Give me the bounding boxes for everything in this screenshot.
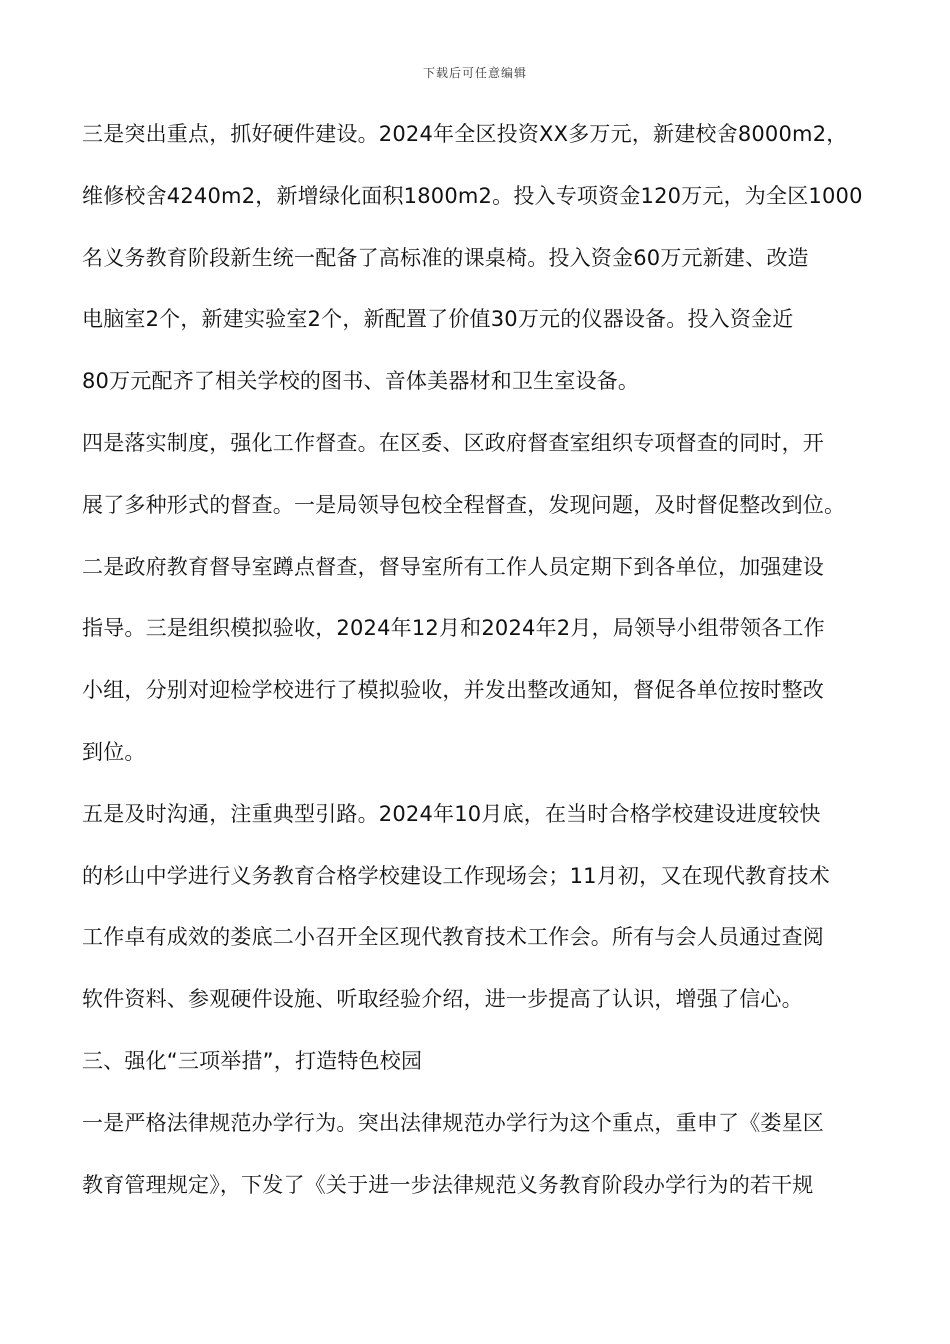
document-body: [82, 119, 882, 1231]
text-line: 二是政府教育督导室蹲点督查，督导室所有工作人员定期下到各单位，加强建设: [82, 554, 824, 579]
text-line: 80万元配齐了相关学校的图书、音体美器材和卫生室设备。: [82, 369, 640, 394]
text-line: 的杉山中学进行义务教育合格学校建设工作现场会；11月初，又在现代教育技术: [82, 863, 830, 888]
text-line: 小组，分别对迎检学校进行了模拟验收，并发出整改通知，督促各单位按时整改: [82, 678, 824, 703]
text-line: 到位。: [82, 739, 146, 764]
text-line: 三是突出重点，抓好硬件建设。2024年全区投资XX多万元，新建校舍8000m2，: [82, 122, 848, 146]
text-line: 软件资料、参观硬件设施、听取经验介绍，进一步提高了认识，增强了信心。: [82, 987, 803, 1012]
text-line: 五是及时沟通，注重典型引路。2024年10月底，在当时合格学校建设进度较快: [82, 801, 821, 826]
text-line: 展了多种形式的督查。一是局领导包校全程督查，发现问题，及时督促整改到位。: [82, 492, 846, 517]
text-line: 维修校舍4240m2，新增绿化面积1800m2。投入专项资金120万元，为全区1000: [82, 183, 863, 208]
page-header: 下载后可任意编辑: [422, 66, 527, 80]
text-line: 一是严格法律规范办学行为。突出法律规范办学行为这个重点，重申了《娄星区: [82, 1110, 824, 1135]
text-line: 指导。三是组织模拟验收，2024年12月和2024年2月，局领导小组带领各工作: [82, 616, 825, 641]
text-line: 教育管理规定》，下发了《关于进一步法律规范义务教育阶段办学行为的若干规: [82, 1172, 814, 1197]
text-line: 工作卓有成效的娄底二小召开全区现代教育技术工作会。所有与会人员通过查阅: [82, 925, 824, 950]
text-line: 电脑室2个，新建实验室2个，新配置了价值30万元的仪器设备。投入资金近: [82, 307, 794, 332]
section-heading: 三、强化“三项举措”，打造特色校园: [82, 1048, 423, 1073]
text-line: 四是落实制度，强化工作督查。在区委、区政府督查室组织专项督查的同时，开: [82, 430, 824, 455]
text-line: 名义务教育阶段新生统一配备了高标准的课桌椅。投入资金60万元新建、改造: [82, 245, 809, 270]
